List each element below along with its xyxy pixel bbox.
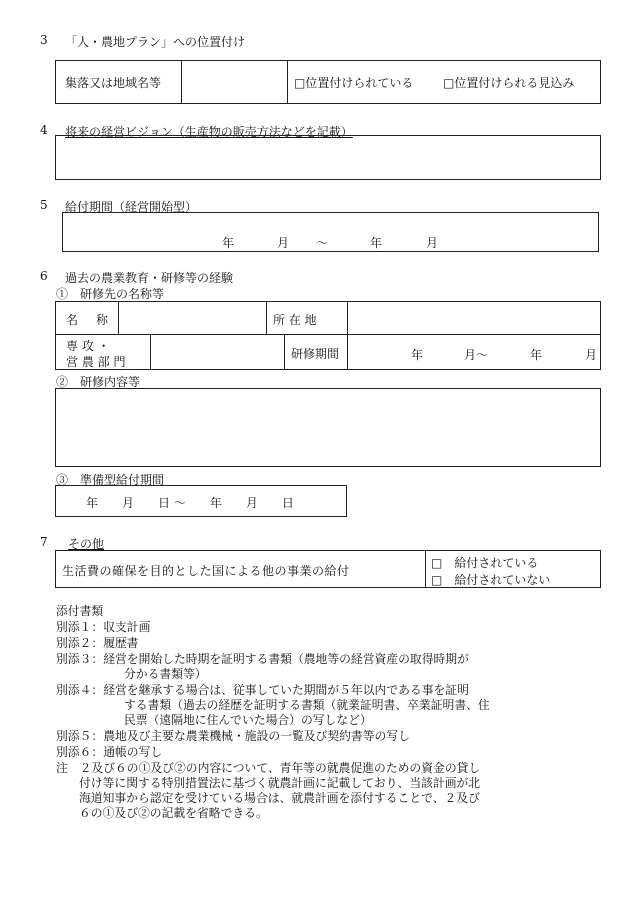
s6-sub2-heading: ② 研修内容等: [56, 375, 141, 389]
s6-name-label: 名 称: [66, 313, 112, 327]
s6-training-content-field[interactable]: [55, 388, 601, 467]
s6-col-divider-c: [266, 301, 267, 334]
note-line1: 注 ２及び６の①及び②の内容について、青年等の就農促進のための資金の貸し: [56, 761, 481, 775]
s6-dept-input[interactable]: [153, 336, 281, 368]
s6-period-month-2: 月: [585, 348, 598, 362]
attachment-4-line3: 民票（遠隔地に住んでいた場合）の写しなど）: [124, 713, 372, 727]
s4-title: 将来の経営ビジョン（生産物の販売方法などを記載）: [65, 125, 353, 139]
note-line4: ６の①及び②の記載を省略できる。: [79, 806, 268, 820]
s6-dept-label-line2: 営 農 部 門: [66, 355, 126, 369]
s3-number: 3: [40, 33, 48, 47]
s6-period-year-1: 年: [411, 348, 424, 362]
s4-vision-field[interactable]: [55, 135, 601, 180]
s6-dept-label-line1: 専 攻 ・: [66, 339, 110, 353]
attachment-4-line2: する書類（過去の経歴を証明する書類（就業証明書、卒業証明書、住: [124, 698, 490, 712]
s6-period-month-1: 月～: [464, 348, 489, 362]
s6-name-input[interactable]: [121, 303, 263, 332]
note-line2: 付け等に関する特別措置法に基づく就農計画に記載しており、当該計画が北: [79, 776, 481, 790]
s5-title: 給付期間（経営開始型）: [65, 200, 198, 214]
s7-divider: [425, 550, 426, 588]
s6-col-divider-b: [150, 334, 151, 370]
attachment-4-line1: 別添４：経営を継承する場合は、従事していた期間が５年以内である事を証明: [56, 683, 469, 697]
s5-tilde: ～: [316, 236, 329, 250]
s3-option-expected[interactable]: □位置付けられる見込み: [443, 76, 575, 90]
attachment-1: 別添１：収支計画: [56, 620, 151, 634]
s3-divider-2: [287, 60, 288, 104]
s7-option-received[interactable]: □ 給付されている: [431, 556, 539, 570]
s6-table-row-divider: [55, 334, 601, 335]
s5-number: 5: [40, 198, 48, 212]
attachments-heading: 添付書類: [56, 604, 104, 618]
s6-location-label: 所 在 地: [273, 313, 317, 327]
s6-prep-period-text: 年 月 日 ～ 年 月 日: [86, 496, 294, 510]
attachment-3-line1: 別添３：経営を開始した時期を証明する書類（農地等の経営資産の取得時期が: [56, 652, 469, 666]
s6-number: 6: [40, 269, 48, 283]
s6-period-label: 研修期間: [291, 347, 340, 361]
s3-title: 「人・農地プラン」への位置付け: [65, 35, 246, 49]
s6-col-divider-d: [284, 334, 285, 370]
s6-col-divider-a: [118, 301, 119, 334]
s6-col-divider-e: [347, 301, 348, 370]
s7-option-not-received[interactable]: □ 給付されていない: [431, 573, 551, 587]
attachment-3-line2: 分かる書類等）: [124, 667, 207, 681]
s7-number: 7: [40, 535, 48, 549]
s4-number: 4: [40, 123, 48, 137]
s5-year-2: 年: [370, 236, 383, 250]
s6-sub3-heading: ③ 準備型給付期間: [56, 473, 165, 487]
s7-question: 生活費の確保を目的とした国による他の事業の給付: [62, 564, 350, 578]
attachment-5: 別添５：農地及び主要な農業機械・施設の一覧及び契約書等の写し: [56, 729, 410, 743]
s5-month-1: 月: [277, 236, 290, 250]
s6-period-year-2: 年: [530, 348, 543, 362]
s3-area-label: 集落又は地域名等: [65, 76, 162, 90]
s6-title: 過去の農業教育・研修等の経験: [65, 271, 234, 285]
s3-divider-1: [181, 60, 182, 104]
s5-year-1: 年: [222, 236, 235, 250]
s6-sub1-heading: ① 研修先の名称等: [56, 287, 165, 301]
s7-title: その他: [68, 537, 105, 551]
s5-month-2: 月: [426, 236, 439, 250]
attachment-6: 別添６：通帳の写し: [56, 745, 163, 759]
s3-option-positioned[interactable]: □位置付けられている: [294, 76, 414, 90]
attachment-2: 別添２：履歴書: [56, 636, 139, 650]
s6-location-input[interactable]: [350, 303, 598, 332]
s3-area-input[interactable]: [184, 62, 284, 102]
s5-period-box[interactable]: [62, 212, 599, 252]
note-line3: 海道知事から認定を受けている場合は、就農計画を添付することで、２及び: [79, 791, 480, 805]
